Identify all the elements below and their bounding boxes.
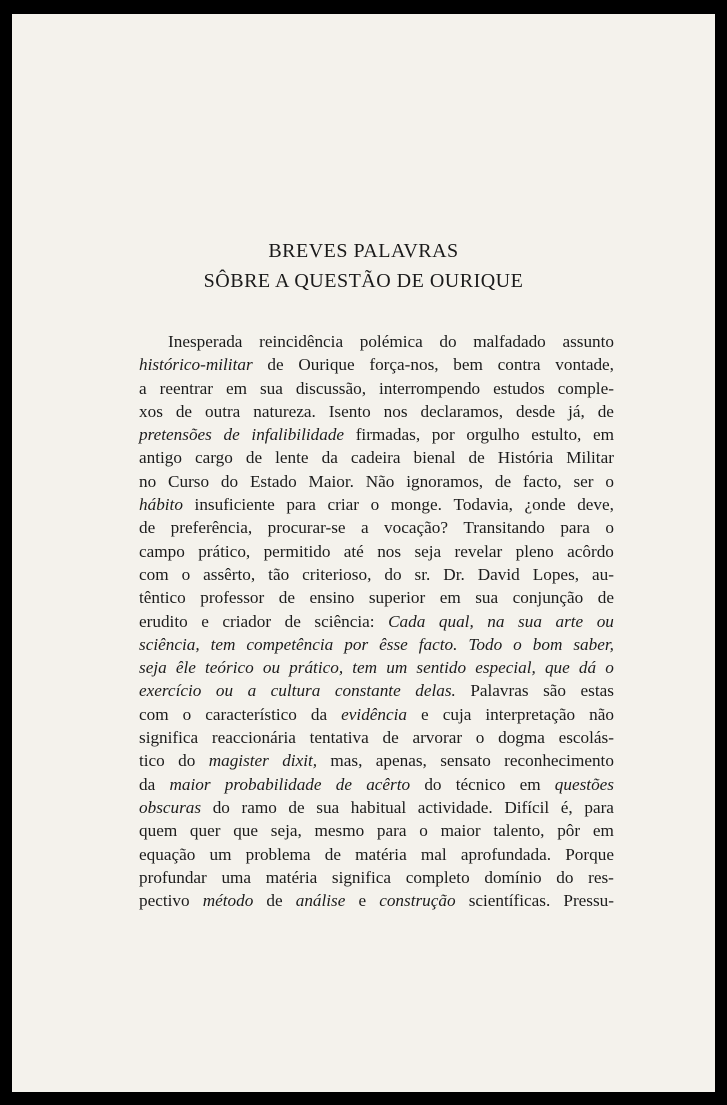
word: para <box>286 495 316 515</box>
word: na <box>487 611 505 631</box>
word: especial, <box>475 658 536 678</box>
word: de <box>468 448 485 468</box>
word: natureza. <box>253 401 316 421</box>
word: evidência <box>341 704 408 724</box>
word: Palavras <box>470 681 529 701</box>
word: sua <box>259 378 283 398</box>
word: quer <box>189 821 221 841</box>
word: interpretação <box>485 704 576 724</box>
word: reaccionária <box>211 728 296 748</box>
word: competência <box>246 634 334 654</box>
word: maior <box>440 821 481 841</box>
word: de <box>223 425 240 445</box>
word: para <box>560 518 590 538</box>
text-line <box>139 446 614 469</box>
word: tem <box>210 634 236 654</box>
word: constante <box>334 681 401 701</box>
text-line <box>139 353 614 376</box>
word: estudos <box>493 378 545 398</box>
word: antigo <box>139 448 182 468</box>
word: orgulho <box>466 425 520 445</box>
text-line <box>139 493 614 516</box>
word: cuja <box>442 704 472 724</box>
word: sua <box>518 611 542 631</box>
word: actividade. <box>417 797 493 817</box>
word: o <box>182 704 192 724</box>
text-line <box>139 656 614 679</box>
word: do <box>220 471 239 491</box>
word: é, <box>560 797 573 817</box>
word: scientíficas. <box>468 891 551 911</box>
word: o <box>475 728 485 748</box>
title-line-1: BREVES PALAVRAS <box>268 240 459 262</box>
word: de <box>382 728 399 748</box>
word: criador <box>222 611 272 631</box>
word: da <box>310 704 328 724</box>
word: em <box>519 774 541 794</box>
word: dixit, <box>282 751 318 771</box>
word: equação <box>139 844 196 864</box>
word: facto. <box>418 634 458 654</box>
word: Militar <box>566 448 614 468</box>
word: do <box>439 332 457 351</box>
word: quem <box>139 821 178 841</box>
text-line <box>139 400 614 423</box>
word: de <box>284 611 301 631</box>
text-line <box>139 540 614 563</box>
word: prático, <box>198 541 251 561</box>
word: de <box>139 518 156 538</box>
word: o <box>605 658 614 678</box>
word: mas, <box>330 751 363 771</box>
text-line <box>139 423 614 446</box>
word: mesmo <box>314 821 365 841</box>
word: domínio <box>484 867 542 887</box>
word: hábito <box>139 495 183 515</box>
word: significa <box>139 728 199 748</box>
word: ¿onde <box>524 495 566 515</box>
word: o <box>605 518 614 538</box>
word: dogma <box>498 728 545 748</box>
word: Todo <box>468 634 503 654</box>
word: permitido <box>263 541 331 561</box>
word: erudito <box>139 611 188 631</box>
text-line <box>139 563 614 586</box>
word: mal <box>420 844 447 864</box>
word: completo <box>405 867 470 887</box>
word: êle <box>175 658 196 678</box>
word: cadeira <box>350 448 401 468</box>
word: reconhecimento <box>504 751 614 771</box>
word: Transitando <box>463 518 545 538</box>
word: por <box>431 425 455 445</box>
word: profundar <box>139 867 207 887</box>
word: David <box>477 564 520 584</box>
word: ensino <box>309 588 355 608</box>
word: método <box>202 891 254 911</box>
word: da <box>139 774 156 794</box>
word: que <box>233 821 259 841</box>
word: arvorar <box>412 728 463 748</box>
word: e <box>358 891 367 911</box>
word: Ourique <box>298 355 355 375</box>
word: au- <box>592 564 614 584</box>
word: dá <box>578 658 597 678</box>
word: cultura <box>270 681 321 701</box>
word: assêrto, <box>203 564 256 584</box>
text-line <box>139 679 614 702</box>
word: declaramos, <box>420 401 504 421</box>
word: qual, <box>438 611 474 631</box>
word: do <box>384 564 402 584</box>
word: em <box>225 378 247 398</box>
word: acêrto <box>366 774 411 794</box>
word: e <box>421 704 429 724</box>
word: o <box>419 821 428 841</box>
word: do <box>556 867 574 887</box>
word: de <box>267 355 284 375</box>
word: maior <box>169 774 211 794</box>
word: obscuras <box>139 797 202 817</box>
title-line-2: SÔBRE A QUESTÃO DE OURIQUE <box>203 270 524 292</box>
word: conjunção <box>512 588 584 608</box>
word: o <box>370 495 380 515</box>
word: Isento <box>328 401 371 421</box>
word: reentrar <box>159 378 214 398</box>
word: arte <box>555 611 584 631</box>
word: de <box>494 471 512 491</box>
word: bem <box>453 355 483 375</box>
word: ou <box>262 658 281 678</box>
word: de <box>324 844 341 864</box>
word: de <box>335 774 352 794</box>
word: problema <box>245 844 311 864</box>
word: deve, <box>577 495 614 515</box>
word: preferência, <box>170 518 253 538</box>
word: assunto <box>562 332 614 351</box>
word: comple- <box>557 378 614 398</box>
page-title <box>0 236 727 296</box>
word: de <box>278 588 295 608</box>
word: polémica <box>359 332 423 351</box>
word: facto, <box>522 471 562 491</box>
word: tentativa <box>309 728 369 748</box>
word: Cada <box>388 611 426 631</box>
text-line <box>139 889 614 912</box>
word: com <box>139 564 169 584</box>
text-line <box>139 516 614 539</box>
word: ser <box>573 471 594 491</box>
word: histórico-militar <box>139 355 253 375</box>
word: campo <box>139 541 185 561</box>
word: interrompendo <box>378 378 481 398</box>
word: malfadado <box>473 332 546 351</box>
word: matéria <box>265 867 318 887</box>
word: aprofundada. <box>460 844 552 864</box>
word: seja, <box>270 821 302 841</box>
word: tão <box>268 564 290 584</box>
word: técnico <box>455 774 506 794</box>
word: de <box>597 588 614 608</box>
word: res- <box>588 867 614 887</box>
word: até <box>343 541 364 561</box>
text-line <box>139 703 614 726</box>
word: nos <box>377 541 402 561</box>
word: professor <box>200 588 265 608</box>
word: tico <box>139 751 165 771</box>
word: bienal <box>413 448 456 468</box>
word: vocação? <box>384 518 448 538</box>
word: escolás- <box>558 728 614 748</box>
word: Pressu- <box>563 891 614 911</box>
word: o <box>605 471 614 491</box>
word: tem <box>352 658 378 678</box>
text-line <box>139 586 614 609</box>
word: ignoramos, <box>406 471 484 491</box>
text-line <box>139 796 614 819</box>
word: insuficiente <box>194 495 275 515</box>
text-line <box>139 866 614 889</box>
word: não <box>589 704 614 724</box>
word: o <box>513 634 522 654</box>
word: para <box>376 821 407 841</box>
word: característico <box>205 704 297 724</box>
word: saber, <box>573 634 614 654</box>
word: de <box>245 448 263 468</box>
word: criar <box>327 495 360 515</box>
word: por <box>344 634 369 654</box>
word: seja <box>139 658 167 678</box>
word: pleno <box>515 541 554 561</box>
text-line <box>139 819 614 842</box>
word: Difícil <box>504 797 550 817</box>
word: do <box>424 774 442 794</box>
word: que <box>544 658 570 678</box>
word: a <box>360 518 369 538</box>
word: monge. <box>390 495 442 515</box>
word: uma <box>221 867 252 887</box>
word: construção <box>379 891 456 911</box>
text-line <box>139 633 614 656</box>
word: outra <box>205 401 241 421</box>
word: Lopes, <box>532 564 580 584</box>
word: xos <box>139 401 163 421</box>
word: do <box>178 751 196 771</box>
word: reincidência <box>259 332 344 351</box>
word: Porque <box>565 844 614 864</box>
word: de <box>266 891 283 911</box>
word: pretensões <box>139 425 212 445</box>
text-line <box>139 470 614 493</box>
word: Maior. <box>308 471 354 491</box>
word: têntico <box>139 588 186 608</box>
text-line <box>139 330 614 353</box>
word: um <box>386 658 408 678</box>
word: Curso <box>168 471 210 491</box>
word: êsse <box>379 634 408 654</box>
word: desde <box>515 401 556 421</box>
word: Não <box>365 471 395 491</box>
word: de <box>175 401 193 421</box>
word: magister <box>208 751 269 771</box>
word: são <box>543 681 566 701</box>
word: teórico <box>205 658 254 678</box>
word: em <box>439 588 461 608</box>
word: infalibilidade <box>251 425 345 445</box>
word: pôr <box>557 821 581 841</box>
word: sua <box>475 588 499 608</box>
word: Inesperada <box>168 332 243 351</box>
word: prático, <box>289 658 344 678</box>
word: em <box>592 821 614 841</box>
word: revelar <box>454 541 503 561</box>
text-line <box>139 610 614 633</box>
word: pectivo <box>139 891 190 911</box>
word: sentido <box>416 658 467 678</box>
word: discussão, <box>295 378 366 398</box>
word: procurar-se <box>267 518 346 538</box>
word: questões <box>554 774 614 794</box>
word: contra <box>497 355 541 375</box>
word: acôrdo <box>567 541 614 561</box>
word: um <box>209 844 232 864</box>
word: sciência, <box>139 634 200 654</box>
word: da <box>321 448 338 468</box>
word: ramo <box>241 797 277 817</box>
word: criterioso, <box>302 564 372 584</box>
text-line <box>139 773 614 796</box>
word: Dr. <box>443 564 465 584</box>
word: de <box>288 797 305 817</box>
word: lente <box>275 448 309 468</box>
word: probabilidade <box>224 774 322 794</box>
word: Todavia, <box>453 495 513 515</box>
word: no <box>139 471 157 491</box>
word: nos <box>383 401 408 421</box>
word: com <box>139 704 169 724</box>
word: talento, <box>493 821 545 841</box>
word: força-nos, <box>369 355 439 375</box>
word: a <box>247 681 257 701</box>
word: estas <box>580 681 614 701</box>
word: significa <box>331 867 392 887</box>
word: do <box>212 797 230 817</box>
word: ou <box>596 611 614 631</box>
word: firmadas, <box>355 425 421 445</box>
word: Estado <box>249 471 297 491</box>
word: sciência: <box>314 611 375 631</box>
word: bom <box>532 634 563 654</box>
word: o <box>181 564 191 584</box>
word: a <box>139 378 147 398</box>
word: superior <box>368 588 426 608</box>
word: delas. <box>415 681 456 701</box>
word: e <box>201 611 209 631</box>
word: vontade, <box>555 355 614 375</box>
text-line <box>139 843 614 866</box>
text-line <box>139 726 614 749</box>
word: matéria <box>355 844 407 864</box>
text-line <box>139 749 614 772</box>
word: habitual <box>350 797 407 817</box>
word: apenas, <box>375 751 427 771</box>
word: exercício <box>139 681 202 701</box>
word: para <box>584 797 614 817</box>
word: sua <box>316 797 340 817</box>
word: História <box>497 448 554 468</box>
word: análise <box>295 891 346 911</box>
body-paragraph <box>139 330 614 912</box>
word: estulto, <box>531 425 582 445</box>
text-line <box>139 377 614 400</box>
word: seja <box>414 541 442 561</box>
word: sr. <box>414 564 431 584</box>
word: ou <box>215 681 234 701</box>
word: de <box>597 401 614 421</box>
word: já, <box>568 401 585 421</box>
word: cargo <box>195 448 233 468</box>
word: sensato <box>440 751 491 771</box>
word: em <box>593 425 614 445</box>
